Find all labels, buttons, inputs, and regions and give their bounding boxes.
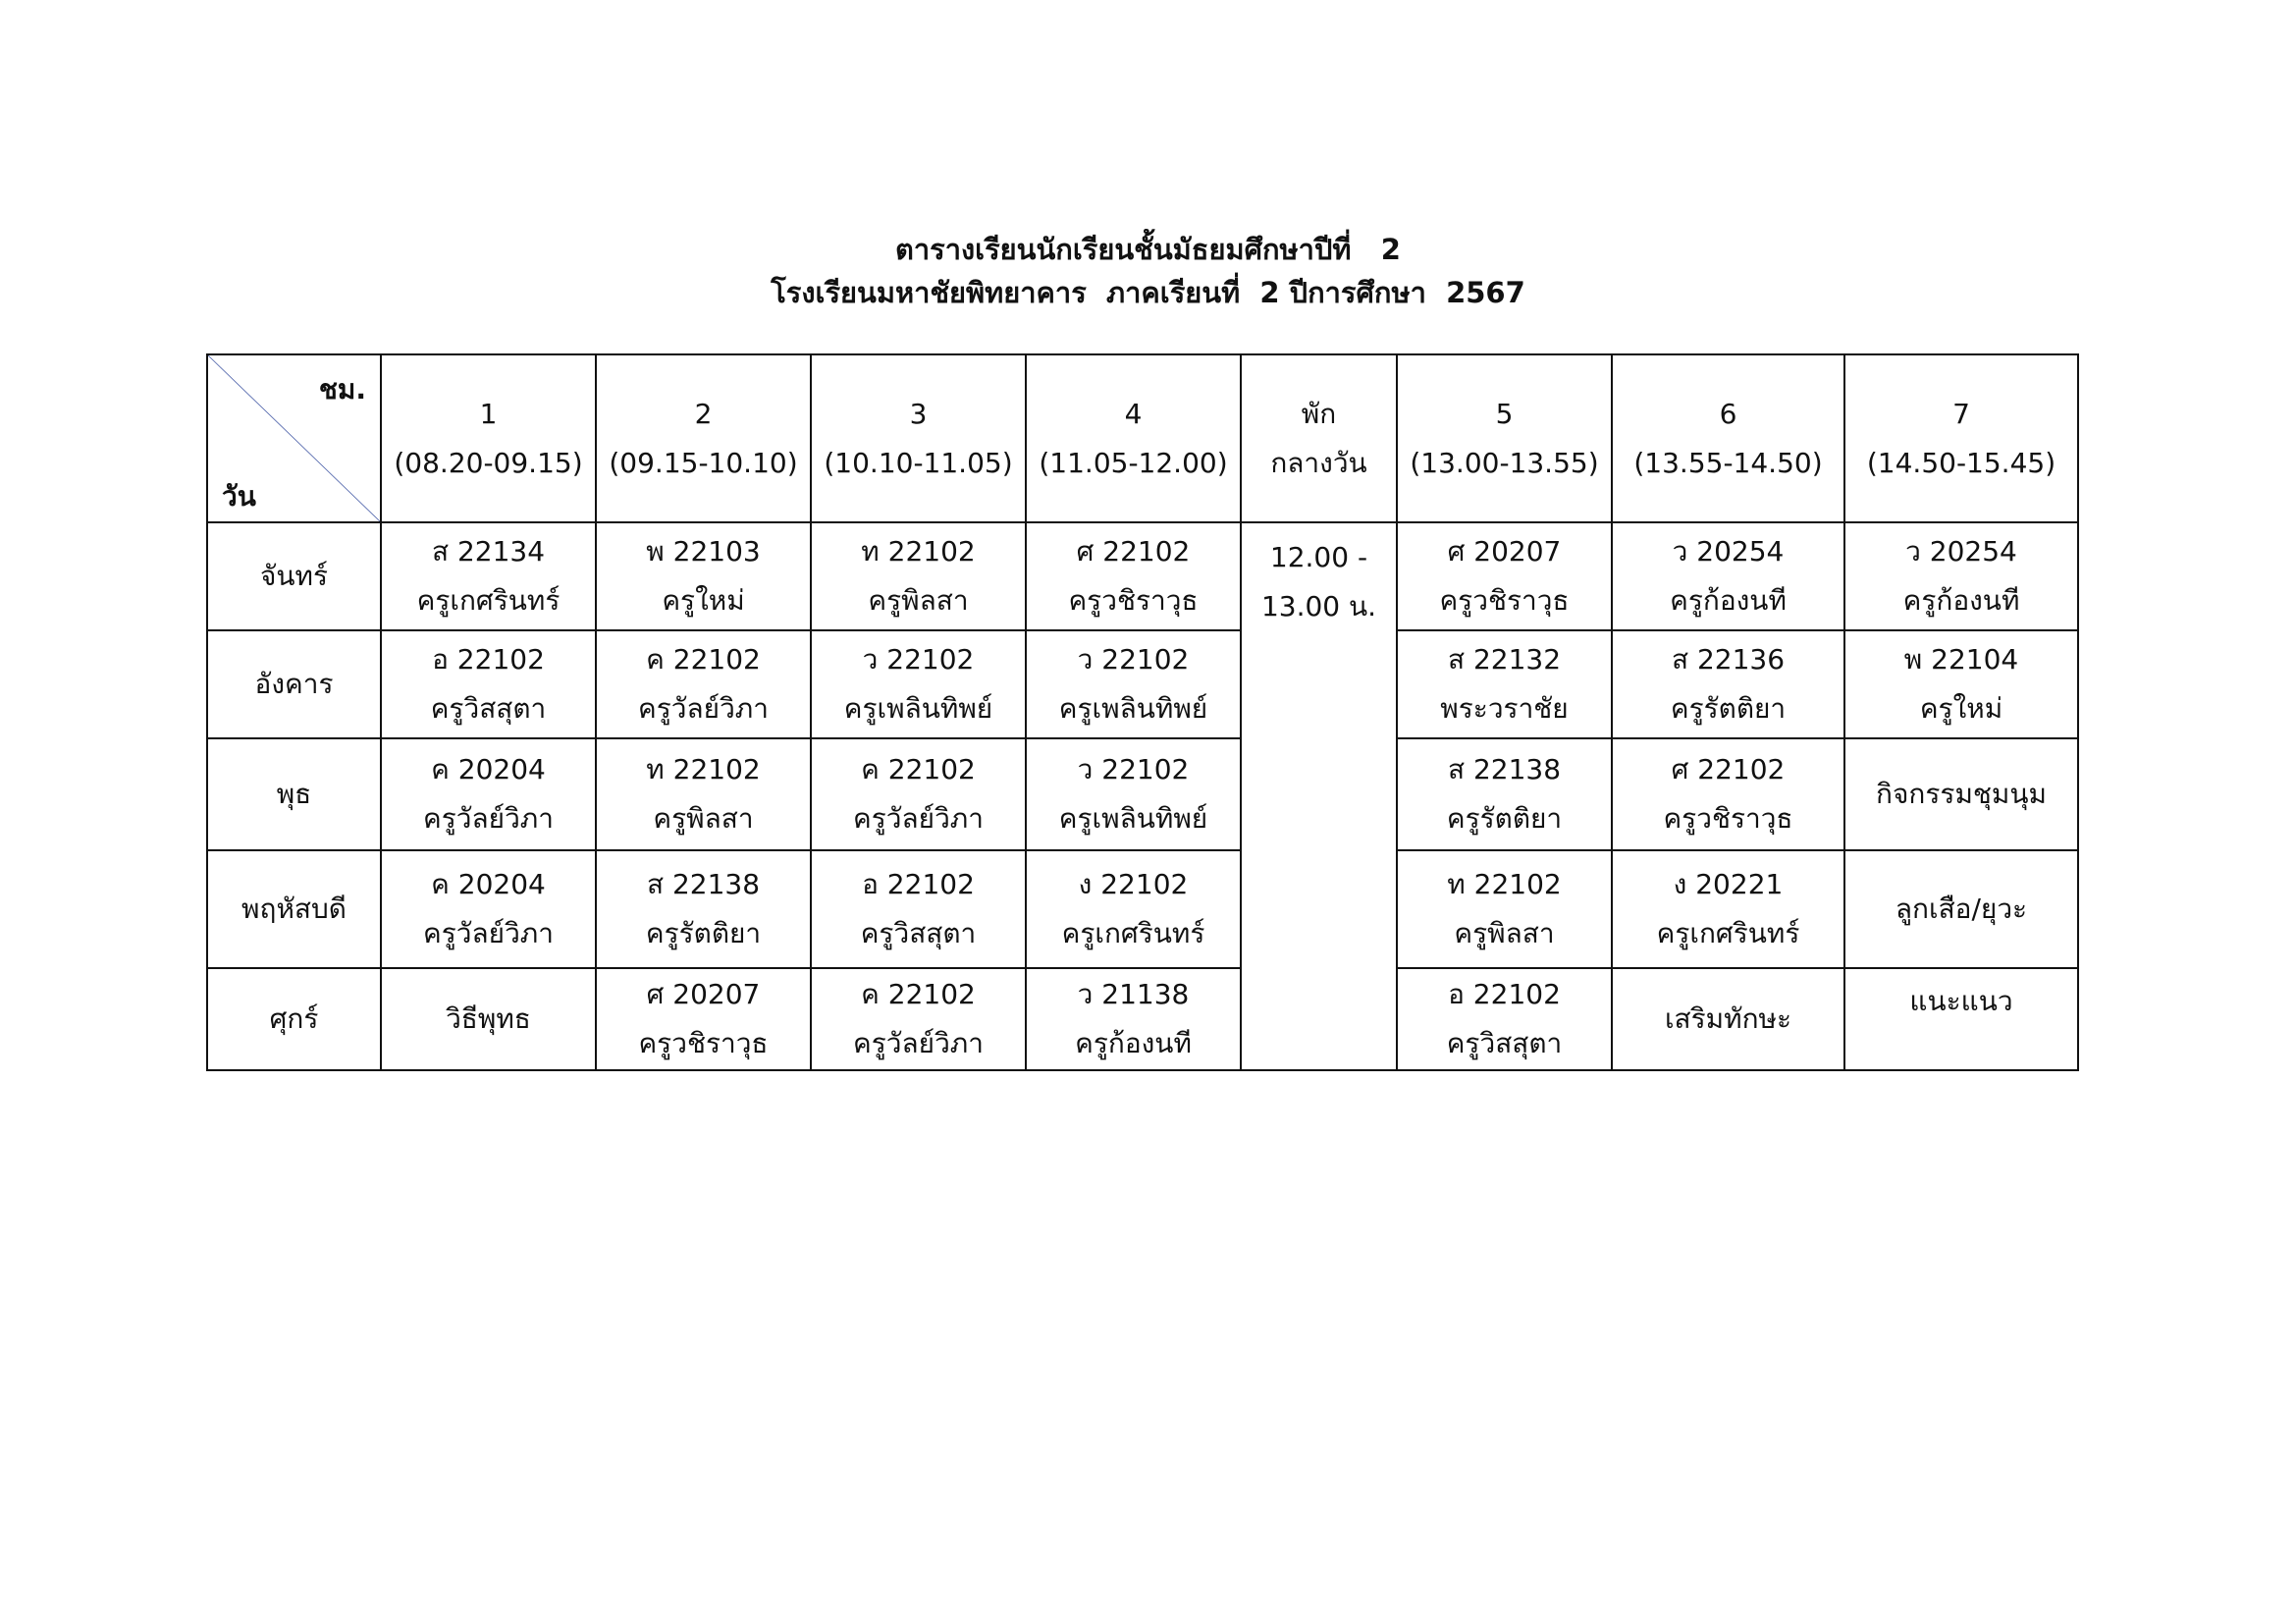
period-number: 5 bbox=[1495, 397, 1514, 430]
teacher-name: ครูก้องนที bbox=[1075, 1027, 1192, 1059]
period-time: (14.50-15.45) bbox=[1866, 446, 2056, 479]
day-axis-label: วัน bbox=[222, 480, 256, 513]
period-time: (09.15-10.10) bbox=[609, 446, 798, 479]
schedule-cell bbox=[811, 968, 1026, 1070]
subject-code: ศ 20207 bbox=[646, 978, 761, 1010]
lunch-break-cell bbox=[1241, 522, 1397, 1070]
teacher-name: ครูวัลย์วิภา bbox=[853, 802, 984, 835]
period-header-4 bbox=[1026, 354, 1241, 522]
subject-code: พ 22103 bbox=[646, 535, 761, 568]
teacher-name: ครูรัตติยา bbox=[1670, 692, 1787, 725]
day-label: พฤหัสบดี bbox=[207, 850, 381, 968]
schedule-cell bbox=[381, 522, 596, 630]
teacher-name: ครูพิลสา bbox=[653, 802, 754, 835]
teacher-name: ครูใหม่ bbox=[1919, 692, 2003, 725]
teacher-name: ครูเพลินทิพย์ bbox=[1058, 692, 1208, 725]
period-number: 6 bbox=[1719, 397, 1737, 430]
subject-code: ค 20204 bbox=[431, 753, 546, 785]
page-subtitle: โรงเรียนมหาชัยพิทยาคาร ภาคเรียนที่ 2 ปีการศึกษา 2567 bbox=[771, 276, 1525, 309]
corner-cell bbox=[207, 354, 381, 522]
period-time: (13.00-13.55) bbox=[1410, 446, 1599, 479]
period-header-2 bbox=[596, 354, 811, 522]
schedule-cell bbox=[811, 738, 1026, 850]
schedule-cell bbox=[1397, 968, 1612, 1070]
activity-label: เสริมทักษะ bbox=[1664, 1002, 1792, 1035]
subject-code: ส 22138 bbox=[646, 868, 761, 900]
subject-code: อ 22102 bbox=[1448, 978, 1561, 1010]
activity-label: วิธีพุทธ bbox=[446, 1002, 531, 1035]
teacher-name: ครูเพลินทิพย์ bbox=[843, 692, 993, 725]
subject-code: ศ 22102 bbox=[1076, 535, 1191, 568]
period-time: (13.55-14.50) bbox=[1633, 446, 1823, 479]
period-number: 7 bbox=[1952, 397, 1970, 430]
subject-code: ศ 20207 bbox=[1447, 535, 1562, 568]
subject-code: ง 20221 bbox=[1673, 868, 1784, 900]
subject-code: ส 22132 bbox=[1447, 643, 1562, 676]
subject-code: ท 22102 bbox=[646, 753, 761, 785]
teacher-name: ครูใหม่ bbox=[662, 584, 745, 617]
schedule-cell bbox=[1026, 968, 1241, 1070]
day-label: ศุกร์ bbox=[207, 968, 381, 1070]
table-row bbox=[207, 522, 2078, 630]
teacher-name: ครูก้องนที bbox=[1902, 584, 2020, 617]
schedule-cell bbox=[1612, 850, 1844, 968]
subject-code: ว 22102 bbox=[862, 643, 975, 676]
schedule-cell bbox=[596, 850, 811, 968]
subject-code: ส 22134 bbox=[431, 535, 546, 568]
teacher-name: ครูวชิราวุธ bbox=[638, 1027, 769, 1059]
subject-code: ว 20254 bbox=[1905, 535, 2017, 568]
period-time: กลางวัน bbox=[1270, 446, 1367, 479]
schedule-cell bbox=[1026, 522, 1241, 630]
day-label: พุธ bbox=[207, 738, 381, 850]
day-label: อังคาร bbox=[207, 630, 381, 738]
subject-code: ค 22102 bbox=[861, 978, 976, 1010]
schedule-cell bbox=[596, 630, 811, 738]
teacher-name: ครูวัลย์วิภา bbox=[423, 802, 554, 835]
subject-code: ค 20204 bbox=[431, 868, 546, 900]
period-time: (11.05-12.00) bbox=[1039, 446, 1228, 479]
table-row bbox=[207, 630, 2078, 738]
subject-code: ส 22138 bbox=[1447, 753, 1562, 785]
teacher-name: ครูเกศรินทร์ bbox=[1656, 917, 1800, 949]
teacher-name: ครูวิสสุตา bbox=[1446, 1027, 1563, 1059]
schedule-cell bbox=[596, 968, 811, 1070]
timetable bbox=[206, 353, 2079, 1071]
schedule-cell bbox=[381, 850, 596, 968]
page-title: ตารางเรียนนักเรียนชั้นมัธยมศึกษาปีที่ 2 bbox=[895, 233, 1401, 266]
schedule-cell bbox=[1844, 522, 2078, 630]
teacher-name: ครูวิสสุตา bbox=[430, 692, 547, 725]
schedule-cell bbox=[1397, 630, 1612, 738]
period-time: (08.20-09.15) bbox=[394, 446, 583, 479]
subject-code: ค 22102 bbox=[861, 753, 976, 785]
subject-code: อ 22102 bbox=[432, 643, 545, 676]
schedule-cell bbox=[596, 522, 811, 630]
schedule-cell bbox=[1026, 738, 1241, 850]
period-time: (10.10-11.05) bbox=[824, 446, 1013, 479]
teacher-name: ครูวัลย์วิภา bbox=[638, 692, 769, 725]
table-row bbox=[207, 738, 2078, 850]
period-header-7 bbox=[1612, 354, 1844, 522]
teacher-name: ครูวชิราวุธ bbox=[1663, 802, 1793, 835]
schedule-cell bbox=[1844, 850, 2078, 968]
schedule-cell bbox=[381, 630, 596, 738]
day-label: จันทร์ bbox=[207, 522, 381, 630]
period-number: 2 bbox=[694, 397, 713, 430]
teacher-name: ครูเพลินทิพย์ bbox=[1058, 802, 1208, 835]
page-title-block bbox=[0, 228, 2296, 314]
schedule-cell bbox=[811, 850, 1026, 968]
teacher-name: ครูเกศรินทร์ bbox=[1061, 917, 1205, 949]
period-header-3 bbox=[811, 354, 1026, 522]
subject-code: ท 22102 bbox=[861, 535, 976, 568]
table-row bbox=[207, 850, 2078, 968]
schedule-cell bbox=[1612, 522, 1844, 630]
activity-label: แนะแนว bbox=[1909, 985, 2013, 1017]
teacher-name: ครูเกศรินทร์ bbox=[416, 584, 561, 617]
teacher-name: พระวราชัย bbox=[1440, 692, 1569, 725]
subject-code: ว 21138 bbox=[1077, 978, 1190, 1010]
schedule-cell bbox=[1844, 630, 2078, 738]
schedule-cell bbox=[1844, 738, 2078, 850]
period-header-1 bbox=[381, 354, 596, 522]
schedule-cell bbox=[1612, 968, 1844, 1070]
teacher-name: ครูวชิราวุธ bbox=[1068, 584, 1199, 617]
activity-label: ลูกเสือ/ยุวะ bbox=[1895, 893, 2028, 925]
subject-code: ง 22102 bbox=[1078, 868, 1189, 900]
teacher-name: ครูพิลสา bbox=[1454, 917, 1555, 949]
period-number: 1 bbox=[479, 397, 498, 430]
schedule-cell bbox=[811, 630, 1026, 738]
period-number: 3 bbox=[909, 397, 928, 430]
schedule-cell bbox=[596, 738, 811, 850]
subject-code: ว 20254 bbox=[1672, 535, 1785, 568]
teacher-name: ครูวชิราวุธ bbox=[1439, 584, 1570, 617]
subject-code: ส 22136 bbox=[1671, 643, 1786, 676]
schedule-cell bbox=[1612, 738, 1844, 850]
period-header-5 bbox=[1241, 354, 1397, 522]
subject-code: ท 22102 bbox=[1447, 868, 1562, 900]
header-row bbox=[207, 354, 2078, 522]
subject-code: ค 22102 bbox=[646, 643, 761, 676]
subject-code: พ 22104 bbox=[1903, 643, 2019, 676]
schedule-cell bbox=[811, 522, 1026, 630]
teacher-name: ครูวัลย์วิภา bbox=[423, 917, 554, 949]
subject-code: ว 22102 bbox=[1077, 753, 1190, 785]
schedule-cell bbox=[1397, 850, 1612, 968]
subject-code: อ 22102 bbox=[862, 868, 975, 900]
schedule-cell bbox=[1844, 968, 2078, 1070]
activity-label: กิจกรรมชุมนุม bbox=[1876, 778, 2047, 810]
teacher-name: ครูก้องนที bbox=[1670, 584, 1787, 617]
schedule-cell bbox=[1397, 738, 1612, 850]
period-axis-label: ชม. bbox=[318, 373, 366, 406]
schedule-cell bbox=[1026, 850, 1241, 968]
lunch-end: 13.00 น. bbox=[1260, 590, 1377, 623]
period-header-8 bbox=[1844, 354, 2078, 522]
schedule-cell bbox=[1397, 522, 1612, 630]
teacher-name: ครูรัตติยา bbox=[1446, 802, 1563, 835]
period-number: พัก bbox=[1301, 397, 1337, 430]
period-number: 4 bbox=[1124, 397, 1143, 430]
period-header-6 bbox=[1397, 354, 1612, 522]
teacher-name: ครูวัลย์วิภา bbox=[853, 1027, 984, 1059]
subject-code: ศ 22102 bbox=[1671, 753, 1786, 785]
teacher-name: ครูวิสสุตา bbox=[860, 917, 977, 949]
schedule-cell bbox=[1612, 630, 1844, 738]
teacher-name: ครูพิลสา bbox=[868, 584, 969, 617]
lunch-start: 12.00 - bbox=[1269, 541, 1368, 573]
schedule-cell bbox=[381, 968, 596, 1070]
teacher-name: ครูรัตติยา bbox=[645, 917, 762, 949]
schedule-cell bbox=[1026, 630, 1241, 738]
schedule-cell bbox=[381, 738, 596, 850]
table-row bbox=[207, 968, 2078, 1070]
subject-code: ว 22102 bbox=[1077, 643, 1190, 676]
